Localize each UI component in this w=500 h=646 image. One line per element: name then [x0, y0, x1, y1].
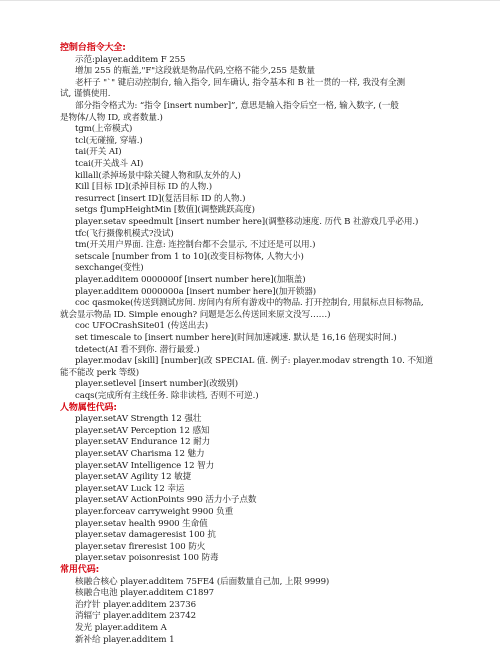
text-line: 核融合电池 player.additem C1897	[75, 588, 215, 599]
text-line: 治疗针 player.additem 23736	[75, 599, 196, 610]
text-line: player.setav poisonresist 100 防毒	[75, 553, 219, 564]
text-line: 能不能改 perk 等级)	[60, 367, 139, 378]
text-line: setgs fJumpHeightMin [数值](调整跳跃高度)	[75, 205, 255, 216]
text-line: sexchange(变性)	[75, 263, 144, 274]
text-line: resurrect [insert ID](复活目标 ID 的人物.)	[75, 193, 246, 204]
text-line: player.setAV Strength 12 强壮	[75, 414, 202, 425]
text-line: setscale [number from 1 to 10](改变目标物体, 人物大小)	[75, 251, 304, 262]
text-line: player.setav speedmult [insert number here](调整移动速度. 历代 B 社游戏几乎必用.)	[75, 217, 419, 227]
section-heading: 常用代码:	[60, 565, 100, 575]
text-line: player.additem 0000000a [insert number here](加开锁器)	[75, 286, 316, 297]
text-line: coc qasmoke(传送到测试房间. 房间内有所有游戏中的物品. 打开控制台, 用鼠标点目标物品,	[75, 298, 424, 309]
text-line: Kill [目标 ID](杀掉目标 ID 的人物.)	[75, 182, 213, 193]
section-heading: 人物属性代码:	[60, 402, 117, 413]
text-line: 发光 player.additem A	[75, 623, 167, 633]
text-line: tgm(上帝模式)	[75, 124, 133, 135]
text-line: tdetect(AI 看不到你. 潜行最爱.)	[75, 344, 200, 355]
text-line: tm(开关用户界面. 注意: 连控制台都不会显示, 不过还是可以用.)	[75, 240, 316, 251]
text-line: 增加 255 的瓶盖,"F"这段就是物品代码,空格不能少,255 是数量	[75, 66, 315, 77]
text-line: player.setav fireresist 100 防火	[75, 541, 206, 552]
text-line: 核融合核心 player.additem 75FE4 (后面数量自己加, 上限 9999)	[75, 576, 330, 587]
text-line: set timescale to [insert number here](时间加速减速. 默认是 16,16 倍现实时间.)	[75, 333, 397, 343]
text-line: tai(开关 AI)	[75, 147, 122, 158]
text-line: 新补给 player.additem 1	[75, 634, 175, 645]
text-line: player.setav health 9900 生命值	[75, 518, 208, 529]
section-heading: 控制台指令大全:	[60, 43, 126, 53]
text-line: player.modav [skill] [number](改 SPECIAL 值. 例子: player.modav strength 10. 不知道	[75, 356, 433, 367]
text-line: 部分指令格式为: “指令 [insert number]”, 意思是输入指令后空一格, 输入数字, (一般	[75, 101, 399, 111]
text-line: player.forceav carryweight 9900 负重	[75, 507, 234, 517]
text-line: 试, 谨慎使用.	[60, 89, 111, 100]
text-line: player.setAV Charisma 12 魅力	[75, 449, 205, 459]
text-line: player.setlevel [insert number](改级别)	[75, 379, 238, 390]
text-line: player.setAV Endurance 12 耐力	[75, 437, 211, 448]
text-line: player.setAV Intelligence 12 智力	[75, 460, 215, 471]
text-line: caqs(完成所有主线任务. 除非读档, 否则不可逆.)	[75, 391, 259, 401]
text-line: coc UFOCrashSite01 (传送出去)	[75, 321, 208, 332]
text-line: player.setAV Perception 12 感知	[75, 425, 210, 436]
text-line: 老杆子 "`" 键启动控制台, 输入指令, 回车确认, 指令基本和 B 社一贯的一样, 我没有全测	[75, 77, 405, 88]
text-line: tfc(飞行摄像机模式?没试)	[75, 228, 174, 239]
text-line: player.additem 0000000f [insert number here](加瓶盖)	[75, 275, 306, 285]
text-line: player.setav damageresist 100 抗	[75, 530, 216, 541]
text-line: player.setAV Agility 12 敏捷	[75, 472, 192, 483]
text-line: tcl(无碰撞, 穿墙.)	[75, 135, 143, 146]
top-divider	[0, 0, 500, 1]
text-line: 就会显示物品 ID. Simple enough? 问题是怎么传送回来原文没写……)	[60, 309, 331, 320]
text-line: player.setAV Luck 12 幸运	[75, 483, 185, 494]
text-line: 是物体/人物 ID, 或者数量.)	[60, 112, 163, 123]
text-line: 消辐宁 player.additem 23742	[75, 611, 196, 622]
text-line: 示范:player.additem F 255	[75, 54, 186, 65]
text-line: killall(杀掉场景中除关键人物和队友外的人)	[75, 170, 241, 181]
text-line: tcai(开关战斗 AI)	[75, 159, 144, 169]
text-line: player.setAV ActionPoints 990 活力小子点数	[75, 495, 257, 506]
